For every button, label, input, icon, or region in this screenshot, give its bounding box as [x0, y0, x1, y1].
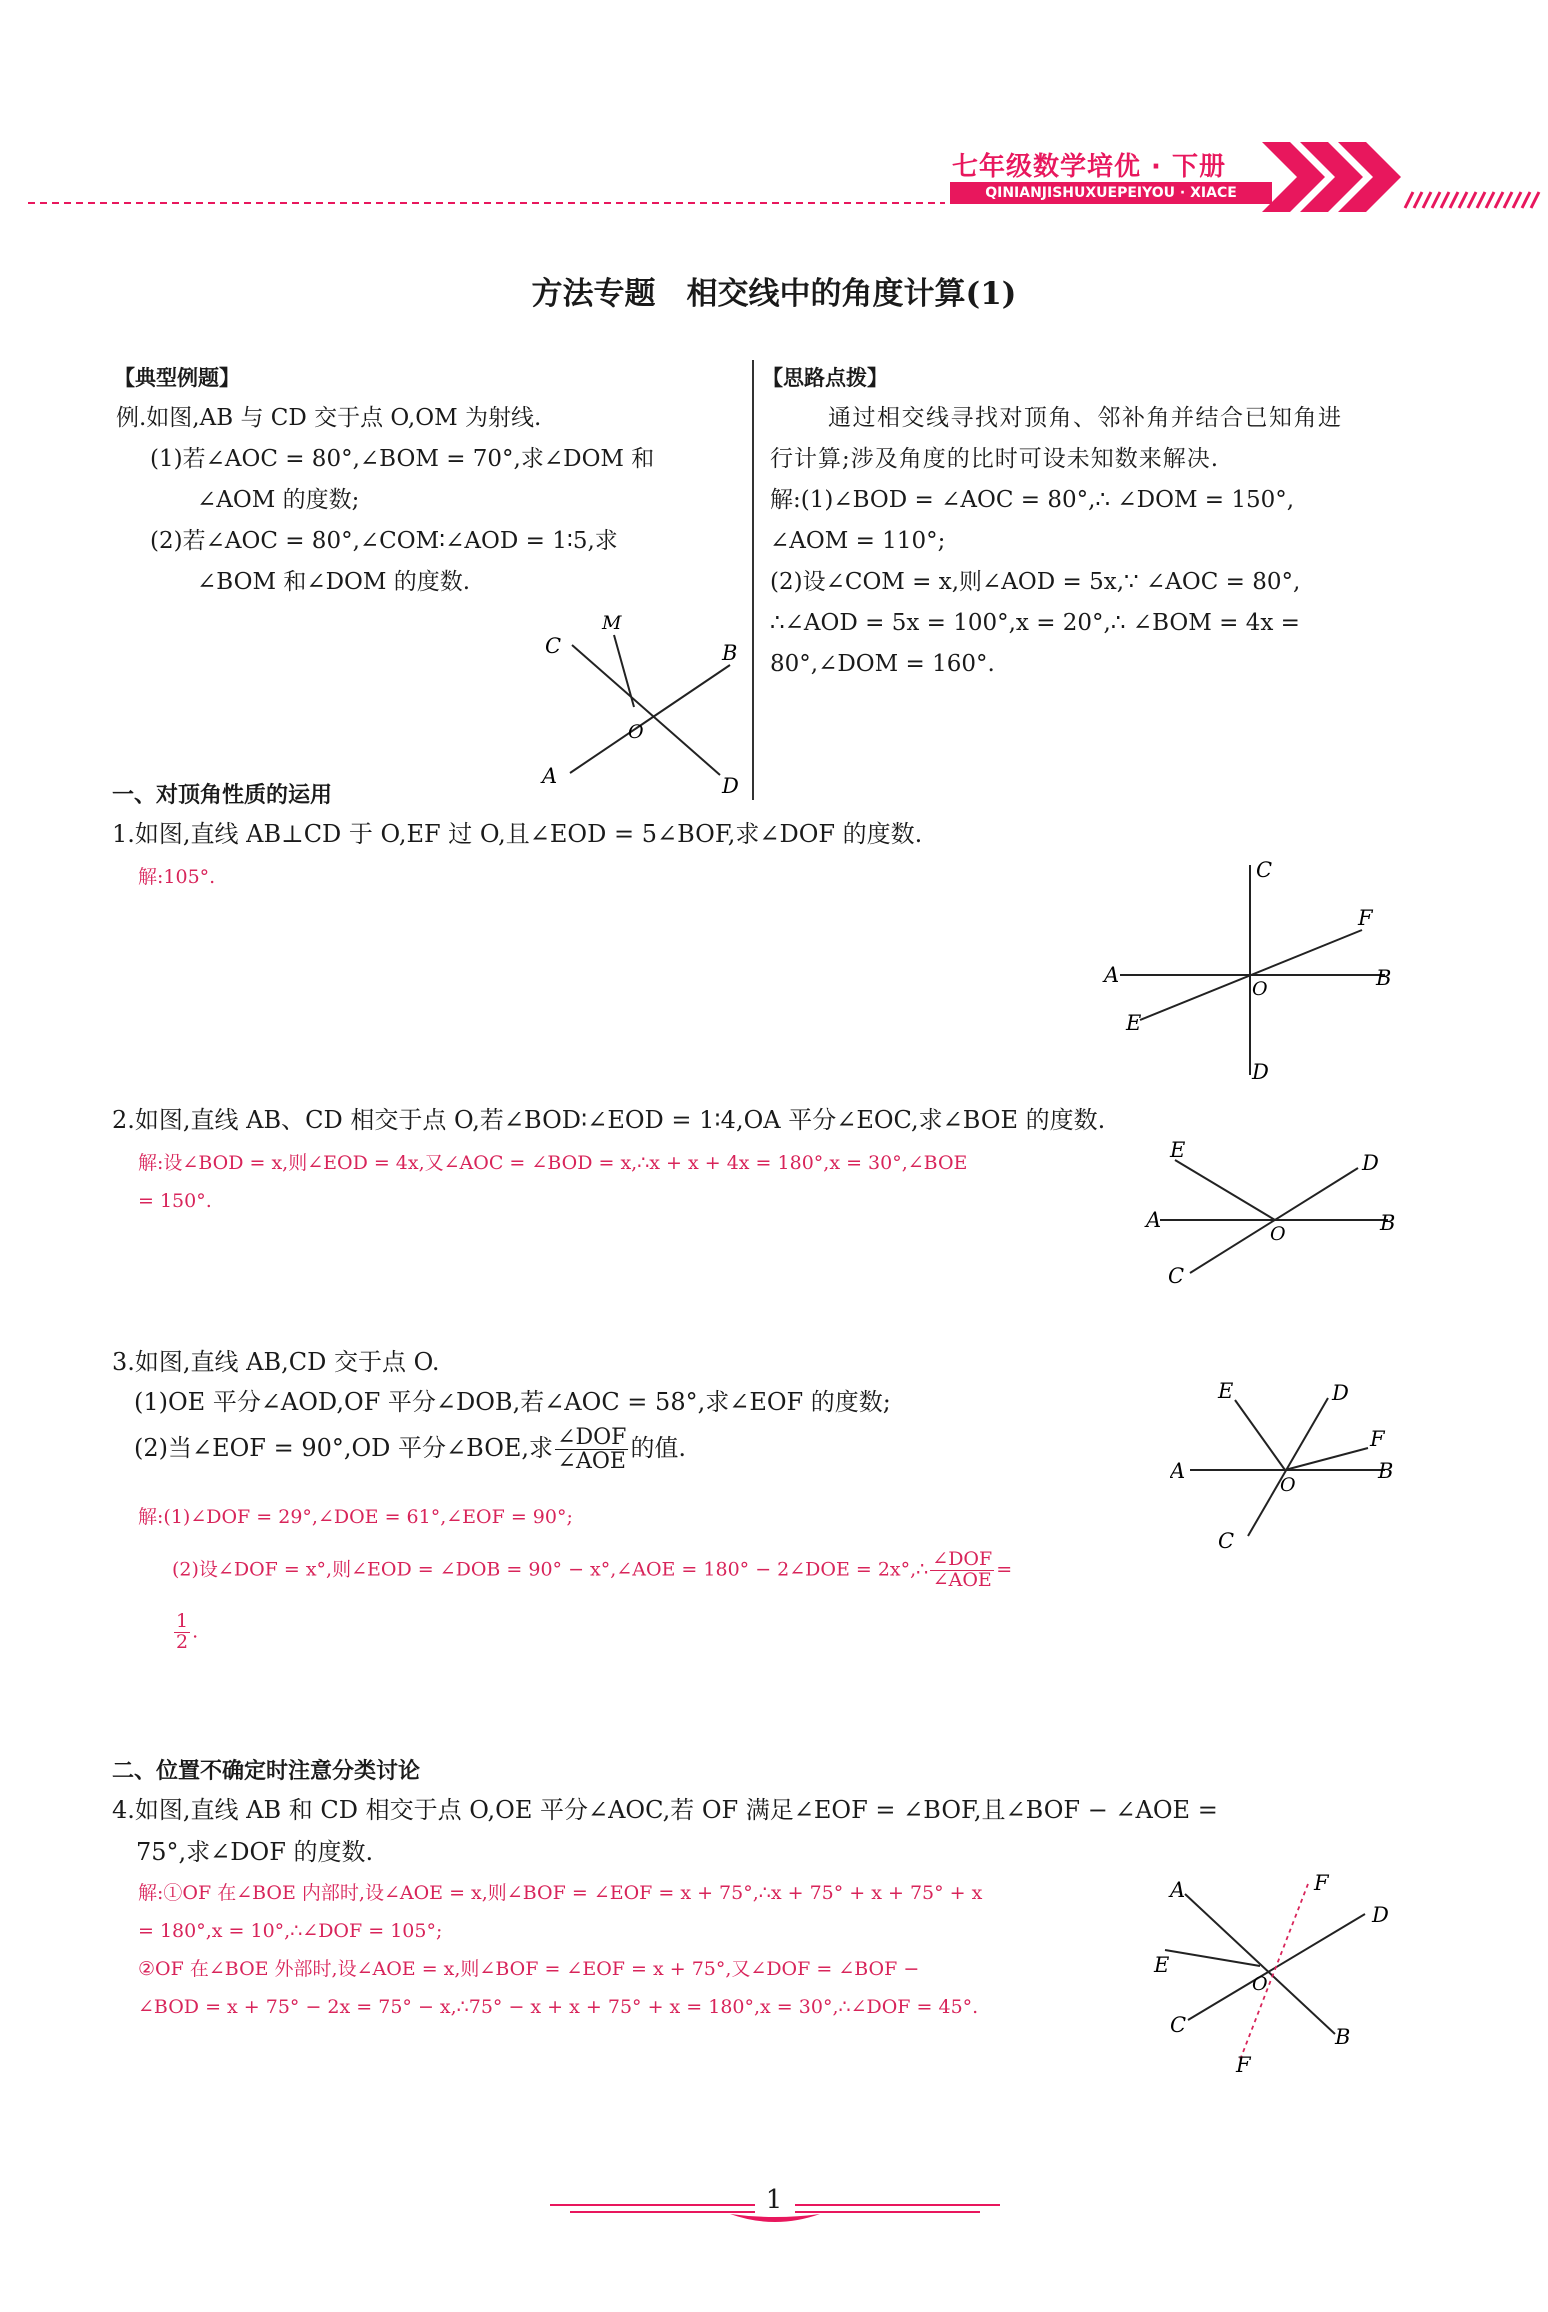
header-decoration — [0, 130, 1548, 220]
q2-label-D: D — [1362, 1151, 1379, 1175]
q1-label-D: D — [1252, 1060, 1269, 1084]
q3-label-A: A — [1170, 1459, 1186, 1483]
q4-text-line2: 75°,求∠DOF 的度数. — [136, 1838, 374, 1866]
q4-label-D: D — [1372, 1903, 1389, 1927]
q4-label-O: O — [1252, 1973, 1268, 1995]
q4-label-C: C — [1170, 2013, 1187, 2037]
q3-answer-fraction — [930, 1550, 994, 1591]
hint-line2: 行计算;涉及角度的比时可设未知数来解决. — [770, 446, 1220, 472]
q1-label-E: E — [1126, 1011, 1142, 1035]
q3-answer-result-num: 1 — [176, 1610, 189, 1632]
q3-label-B: B — [1378, 1459, 1394, 1483]
q2-label-A: A — [1146, 1208, 1162, 1232]
q4-label-F-top: F — [1314, 1872, 1329, 1895]
q4-answer-line2: = 180°,x = 10°,∴∠DOF = 105°; — [138, 1920, 443, 1942]
q3-part2-post: 的值. — [630, 1434, 687, 1463]
q3-part1: (1)OE 平分∠AOD,OF 平分∠DOB,若∠AOC = 58°,求∠EOF 的度数; — [134, 1388, 891, 1416]
q3-fraction-num: ∠DOF — [557, 1425, 627, 1450]
q4-label-F-bottom: F — [1236, 2053, 1251, 2072]
q3-answer-line2 — [172, 1550, 1012, 1591]
q3-answer-fraction-num: ∠DOF — [932, 1548, 993, 1570]
q1-label-A: A — [1104, 963, 1120, 987]
q1-text: 1.如图,直线 AB⊥CD 于 O,EF 过 O,且∠EOD = 5∠BOF,求∠DOF 的度数. — [112, 820, 923, 848]
example-part1-line2: ∠AOM 的度数; — [197, 487, 360, 513]
q2-figure — [1140, 1140, 1410, 1290]
q2-text: 2.如图,直线 AB、CD 相交于点 O,若∠BOD∶∠EOD = 1∶4,OA 平分∠EOC,求∠BOE 的度数. — [112, 1106, 1106, 1134]
label-D: D — [722, 774, 739, 798]
q2-label-O: O — [1270, 1223, 1286, 1245]
hint-line6: ∴∠AOD = 5x = 100°,x = 20°,∴ ∠BOM = 4x = — [770, 610, 1300, 636]
q3-label-F: F — [1370, 1427, 1385, 1451]
section1-heading: 一、对顶角性质的运用 — [112, 783, 333, 808]
q3-label-O: O — [1280, 1474, 1296, 1496]
example-part2-line2: ∠BOM 和∠DOM 的度数. — [197, 569, 471, 595]
page-title: 方法专题 相交线中的角度计算(1) — [531, 276, 1017, 312]
q3-text: 3.如图,直线 AB,CD 交于点 O. — [112, 1348, 440, 1376]
example-header: 【典型例题】 — [114, 366, 240, 390]
example-part1-line1: (1)若∠AOC = 80°,∠BOM = 70°,求∠DOM 和 — [150, 446, 655, 472]
label-M: M — [602, 612, 622, 634]
q3-part2 — [134, 1426, 686, 1473]
q3-label-E: E — [1218, 1379, 1234, 1403]
q2-label-C: C — [1168, 1264, 1185, 1288]
hint-line5: (2)设∠COM = x,则∠AOD = 5x,∵ ∠AOC = 80°, — [770, 569, 1301, 595]
label-B: B — [722, 641, 738, 665]
q3-answer-line2-text: (2)设∠DOF = x°,则∠EOD = ∠DOB = 90° − x°,∠AOE = 180° − 2∠DOE = 2x°,∴ — [172, 1558, 929, 1581]
q3-fraction-den: ∠AOE — [557, 1449, 626, 1475]
header-title: 七年级数学培优 · 下册 — [952, 152, 1226, 182]
label-A: A — [542, 764, 558, 788]
q3-answer-result — [174, 1612, 190, 1653]
q4-answer-line4: ∠BOD = x + 75° − 2x = 75° − x,∴75° − x + x + 75° + x = 180°,x = 30°,∴∠DOF = 45°. — [138, 1996, 979, 2018]
hint-line3: 解:(1)∠BOD = ∠AOC = 80°,∴ ∠DOM = 150°, — [770, 487, 1295, 513]
q3-answer-end: . — [192, 1620, 199, 1643]
q4-answer-line1: 解:①OF 在∠BOE 内部时,设∠AOE = x,则∠BOF = ∠EOF = x + 75°,∴x + 75° + x + 75° + x — [138, 1882, 983, 1904]
q1-label-B: B — [1376, 966, 1392, 990]
q3-figure — [1170, 1378, 1410, 1553]
q3-label-D: D — [1332, 1381, 1349, 1405]
q2-label-B: B — [1380, 1211, 1396, 1235]
q1-label-C: C — [1256, 858, 1273, 882]
section2-heading: 二、位置不确定时注意分类讨论 — [112, 1759, 421, 1784]
hint-line7: 80°,∠DOM = 160°. — [770, 651, 995, 677]
example-part2-line1: (2)若∠AOC = 80°,∠COM∶∠AOD = 1∶5,求 — [150, 528, 618, 554]
header-subtitle: QINIANJISHUXUEPEIYOU · XIACE — [950, 182, 1272, 204]
q3-part2-pre: (2)当∠EOF = 90°,OD 平分∠BOE,求 — [134, 1434, 554, 1463]
q4-text-line1: 4.如图,直线 AB 和 CD 相交于点 O,OE 平分∠AOC,若 OF 满足∠EOF = ∠BOF,且∠BOF − ∠AOE = — [112, 1796, 1218, 1824]
example-figure — [530, 605, 755, 800]
hint-header: 【思路点拨】 — [762, 366, 888, 390]
q3-answer-result-den: 2 — [176, 1630, 189, 1653]
q2-label-E: E — [1170, 1140, 1186, 1162]
q2-answer-line1: 解:设∠BOD = x,则∠EOD = 4x,又∠AOC = ∠BOD = x,∴x + x + 4x = 180°,x = 30°,∠BOE — [138, 1152, 968, 1174]
q4-answer-line3: ②OF 在∠BOE 外部时,设∠AOE = x,则∠BOF = ∠EOF = x + 75°,又∠DOF = ∠BOF − — [138, 1958, 920, 1980]
q1-answer: 解:105°. — [138, 866, 216, 888]
example-intro: 例.如图,AB 与 CD 交于点 O,OM 为射线. — [116, 405, 542, 431]
q1-label-F: F — [1358, 906, 1373, 930]
q1-label-O: O — [1252, 978, 1268, 1000]
q3-answer-line1: 解:(1)∠DOF = 29°,∠DOE = 61°,∠EOF = 90°; — [138, 1506, 573, 1528]
q3-answer-line3 — [172, 1612, 198, 1653]
q4-figure — [1140, 1872, 1415, 2072]
q1-figure — [1100, 855, 1400, 1085]
label-C: C — [545, 634, 562, 658]
label-O: O — [628, 721, 644, 743]
hint-line1: 通过相交线寻找对顶角、邻补角并结合已知角进 — [828, 405, 1343, 431]
hint-line4: ∠AOM = 110°; — [770, 528, 946, 554]
q2-answer-line2: = 150°. — [138, 1190, 212, 1212]
q3-label-C: C — [1218, 1529, 1235, 1553]
q4-label-B: B — [1335, 2025, 1351, 2049]
q4-label-E: E — [1154, 1953, 1170, 1977]
page-number: 1 — [765, 2185, 783, 2215]
q3-fraction — [555, 1426, 628, 1473]
q4-label-A: A — [1170, 1878, 1186, 1902]
q3-answer-eq: = — [996, 1558, 1013, 1581]
q3-answer-fraction-den: ∠AOE — [932, 1568, 992, 1591]
